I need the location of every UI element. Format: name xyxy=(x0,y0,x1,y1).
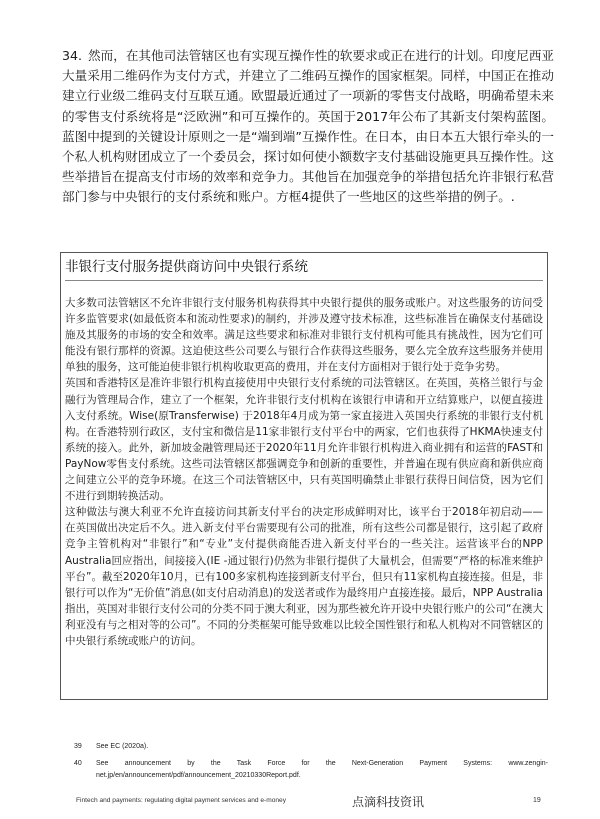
footnote-text: See announcement by the Task Force for the Next-Generation Payment Systems: www.zengin-net.jp/en/announcement/pdf/announcement_20210330Report.pdf. xyxy=(96,760,548,779)
box-paragraph: 英国和香港特区是准许非银行机构直接使用中央银行支付系统的司法管辖区。在英国，英格兰银行与金融行为管理局合作，建立了一个框架，允许非银行支付机构在该银行申请和开立结算账户，以便直接进入支付系统。Wise(原Transferwise) 于2018年4月成为第一家直接进入英国央行系统的非银行支付机构。在香港特别行政区，支付宝和微信是11家非银行支付平台中的两家，它们也获得了HKMA快速支付系统的接入。此外，新加坡金融管理局还于2020年11月允许非银行机构进入商业拥有和运营的FAST和PayNow零售支付系统。这些司法管辖区都强调竞争和创新的重要性，并普遍在现有供应商和新供应商之间建立公平的竞争环境。在这三个司法管辖区中，只有英国明确禁止非银行获得日间信贷，因为它们不进行到期转换活动。 xyxy=(65,377,543,503)
paragraph-text: 然而，在其他司法管辖区也有实现互操作性的软要求或正在进行的计划。印度尼西亚大量采用二维码作为支付方式，并建立了二维码互操作的国家框架。同样，中国正在推动建立行业级二维码支付互联互通。欧盟最近通过了一项新的零售支付战略，明确希望未来的零售支付系统将是“泛欧洲”和可互操作的。英国于2017年公布了其新支付架构蓝图。蓝图中提到的关键设计原则之一是“端到端”互操作性。在日本，由日本五大银行牵头的一个私人机构财团成立了一个委员会，探讨如何使小额数字支付基础设施更具互操作性。这些举措旨在提高支付市场的效率和竞争力。其他旨在加强竞争的举措包括允许非银行私营部门参与中央银行的支付系统和账户。方框4提供了一些地区的这些举措的例子。. xyxy=(62,48,554,205)
box-paragraph: 这种做法与澳大利亚不允许直接访问其新支付平台的决定形成鲜明对比，该平台于2018年初启动——在英国做出决定后不久。进入新支付平台需要现有公司的批准，所有这些公司都是银行，这引起了政府竞争主管机构对“非银行”和“专业”支付提供商能否进入新支付平台的一些关注。运营该平台的NPP Australia回应指出，间接接入(IE -通过银行)仍然为非银行提供了大量机会，但需要“严格的标准来维护平台”。截至2020年10月，已有100多家机构连接到新支付平台，但只有11家机构直接连接。但是，非银行可以作为“无价值”消息(如支付启动消息)的发送者或作为最终用户直接连接。最后，NPP Australia指出，英国对非银行支付公司的分类不同于澳大利亚，因为那些被允许开设中央银行账户的公司“在澳大利亚没有与之相对等的公司”。不同的分类框架可能导致难以比较全国性银行和私人机构对不同管辖区的中央银行系统或账户的访问。 xyxy=(65,506,543,647)
watermark: 点滴科技资讯 xyxy=(352,795,425,809)
footnote xyxy=(74,758,548,782)
footnote-number: 40 xyxy=(74,760,82,767)
footer-title: Fintech and payments: regulating digital payment services and e-money xyxy=(76,797,287,804)
body-paragraph-34 xyxy=(62,46,554,208)
footnote-text: See EC (2020a). xyxy=(96,743,149,750)
box-paragraph: 大多数司法管辖区不允许非银行支付服务机构获得其中央银行提供的服务或账户。对这些服务的访问受许多监管要求(如最低资本和流动性要求)的制约，并涉及遵守技术标准，这些标准旨在确保支付基础设施及其服务的市场的安全和效率。满足这些要求和标准对非银行支付机构可能具有挑战性，因为它们可能没有银行那样的资源。这迫使这些公司要么与银行合作获得这些服务，要么完全放弃这些服务并使用单独的服务，这可能迫使非银行机构收取更高的费用，并在支付方面相对于银行处于竞争劣势。 xyxy=(65,297,543,374)
page-number: 19 xyxy=(533,797,541,804)
footnote xyxy=(74,741,548,753)
footnote-number: 39 xyxy=(74,743,82,750)
paragraph-number: 34. xyxy=(62,48,83,63)
box-title: 非银行支付服务提供商访问中央银行系统 xyxy=(65,257,543,281)
info-box xyxy=(60,252,548,700)
box-body xyxy=(65,295,543,649)
